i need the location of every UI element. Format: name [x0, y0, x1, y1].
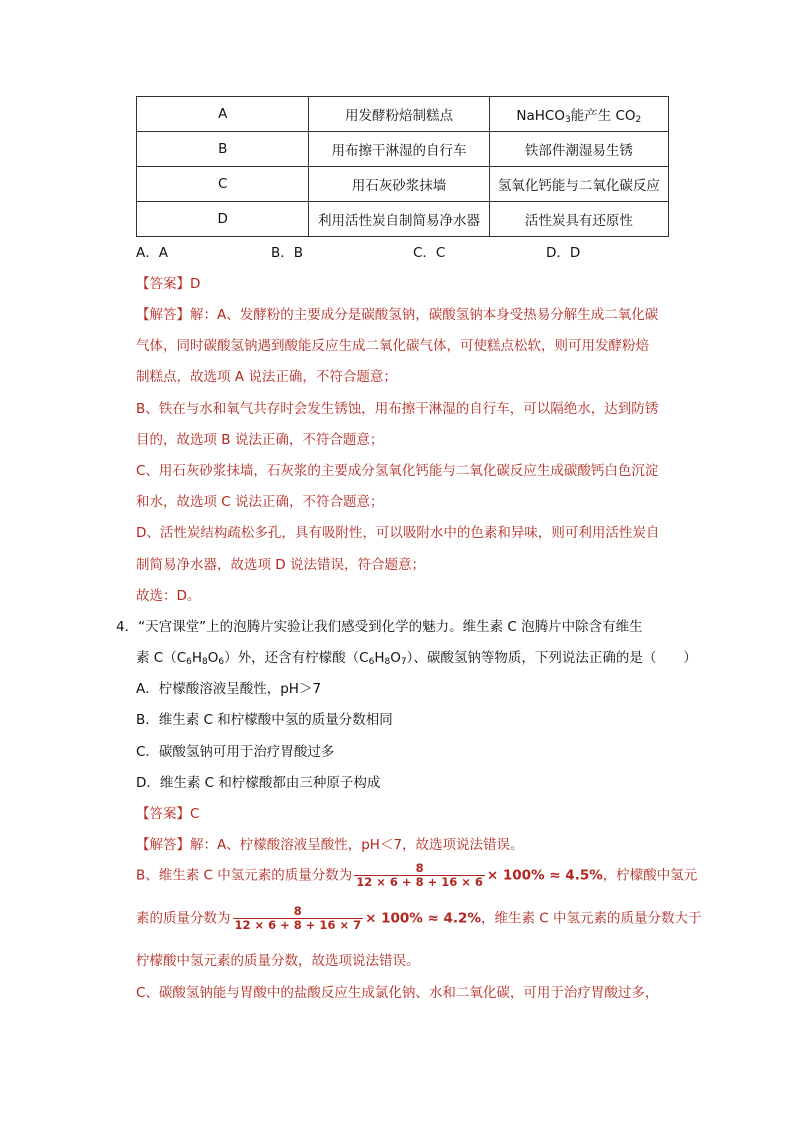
- table-cell-knowledge: NaHCO$_3$能产生 $CO_2$: [489, 97, 668, 132]
- table-cell-knowledge: 铁部件潮湿易生锈: [489, 132, 668, 167]
- answer-label: 【答案】: [136, 806, 190, 822]
- q3-answer: [136, 274, 200, 294]
- table-cell-practice: 利用活性炭自制简易净水器: [309, 202, 489, 237]
- answer-value: D: [190, 276, 201, 292]
- q4-option-d: D．维生素 C 和柠檬酸都由三种原子构成: [136, 775, 381, 791]
- q3-analysis-line-1: 【解答】解：A、发酵粉的主要成分是碳酸氢钠，碳酸氢钠本身受热易分解生成二氧化碳: [136, 307, 659, 323]
- q3-analysis-line-2: 气体，同时碳酸氢钠遇到酸能反应生成二氧化碳气体，可使糕点松软，则可用发酵粉焙: [136, 338, 649, 354]
- q3-analysis-line-7: 和水，故选项 C 说法正确，不符合题意；: [136, 494, 384, 510]
- table-cell-knowledge: 氢氧化钙能与二氧化碳反应: [489, 167, 668, 202]
- table-cell-practice: 用石灰砂浆抹墙: [309, 167, 489, 202]
- q4-option-c: C．碳酸氢钠可用于治疗胃酸过多: [136, 744, 335, 760]
- analysis-label: 【解答】: [136, 307, 190, 323]
- q4-analysis-line-c1: C、碳酸氢钠能与胃酸中的盐酸反应生成氯化钠、水和二氧化碳，可用于治疗胃酸过多，: [136, 985, 659, 1001]
- q3-analysis-line-5: 目的，故选项 B 说法正确，不符合题意；: [136, 432, 384, 448]
- choice-d: D．D: [546, 245, 581, 261]
- q4-analysis-line-b1: B、维生素 C 中氢元素的质量分数为 $\frac{8}{12 \times 6 + 8 + 16 \times 6}$ × 100% ≈ 4.5%，柠檬酸中氢元: [136, 861, 698, 889]
- table-cell-practice: 用发酵粉焙制糕点: [309, 97, 489, 132]
- q3-analysis-line-3: 制糕点，故选项 A 说法正确，不符合题意；: [136, 369, 397, 385]
- table-row: [137, 97, 669, 132]
- table-cell-option: B: [137, 132, 309, 167]
- table-cell-practice: 用布擦干淋湿的自行车: [309, 132, 489, 167]
- q3-analysis-line-8: D、活性炭结构疏松多孔，具有吸附性，可以吸附水中的色素和异味，则可利用活性炭自: [136, 525, 660, 541]
- q4-analysis-line-a: 【解答】解：A、柠檬酸溶液呈酸性，pH＜7，故选项说法错误。: [136, 837, 524, 853]
- table-row: [137, 132, 669, 167]
- table-cell-option: C: [137, 167, 309, 202]
- q3-analysis-line-6: C、用石灰砂浆抹墙，石灰浆的主要成分氢氧化钙能与二氧化碳反应生成碳酸钙白色沉淀: [136, 463, 659, 479]
- q3-choices: [136, 243, 580, 263]
- analysis-label: 【解答】: [136, 837, 190, 853]
- table-row: [137, 202, 669, 237]
- q4-option-b: B．维生素 C 和柠檬酸中氢的质量分数相同: [136, 712, 393, 728]
- q3-analysis-line-4: B、铁在与水和氧气共存时会发生锈蚀，用布擦干淋湿的自行车，可以隔绝水，达到防锈: [136, 401, 659, 417]
- q3-analysis-line-9: 制简易净水器，故选项 D 说法错误，符合题意；: [136, 557, 425, 573]
- choice-b: B．B: [271, 245, 304, 261]
- options-table: [136, 96, 669, 237]
- table-cell-knowledge: 活性炭具有还原性: [489, 202, 668, 237]
- q4-option-a: A．柠檬酸溶液呈酸性，pH＞7: [136, 681, 322, 697]
- choice-a: A．A: [136, 245, 168, 261]
- q4-analysis-line-b2: 素的质量分数为 $\frac{8}{12 \times 6 + 8 + 16 \times 7}$ × 100% ≈ 4.2%，维生素 C 中氢元素的质量分数大于: [136, 904, 702, 932]
- fraction-1: $\frac{8}{12 \times 6 + 8 + 16 \times 6}$: [356, 861, 483, 889]
- table-row: [137, 167, 669, 202]
- q4-stem-line-1: 4．“天宫课堂”上的泡腾片实验让我们感受到化学的魅力。维生素 C 泡腾片中除含有维生: [116, 619, 643, 635]
- table-cell-option: A: [137, 97, 309, 132]
- q3-analysis-line-10: 故选：D。: [136, 588, 201, 604]
- table-cell-option: D: [137, 202, 309, 237]
- answer-value: C: [190, 806, 200, 822]
- fraction-2: $\frac{8}{12 \times 6 + 8 + 16 \times 7}$: [234, 904, 362, 932]
- q4-answer: [136, 804, 199, 824]
- choice-c: C．C: [413, 245, 446, 261]
- q4-analysis-line-b3: 柠檬酸中氢元素的质量分数，故选项说法错误。: [136, 953, 420, 969]
- answer-label: 【答案】: [136, 276, 190, 292]
- q4-stem-line-2: 素 $C(C_6H_8O_6)$外，还含有柠檬酸$(C_6H_8O_7)$、碳酸氢钠等物质，下列说法正确的是（ ）: [136, 650, 697, 667]
